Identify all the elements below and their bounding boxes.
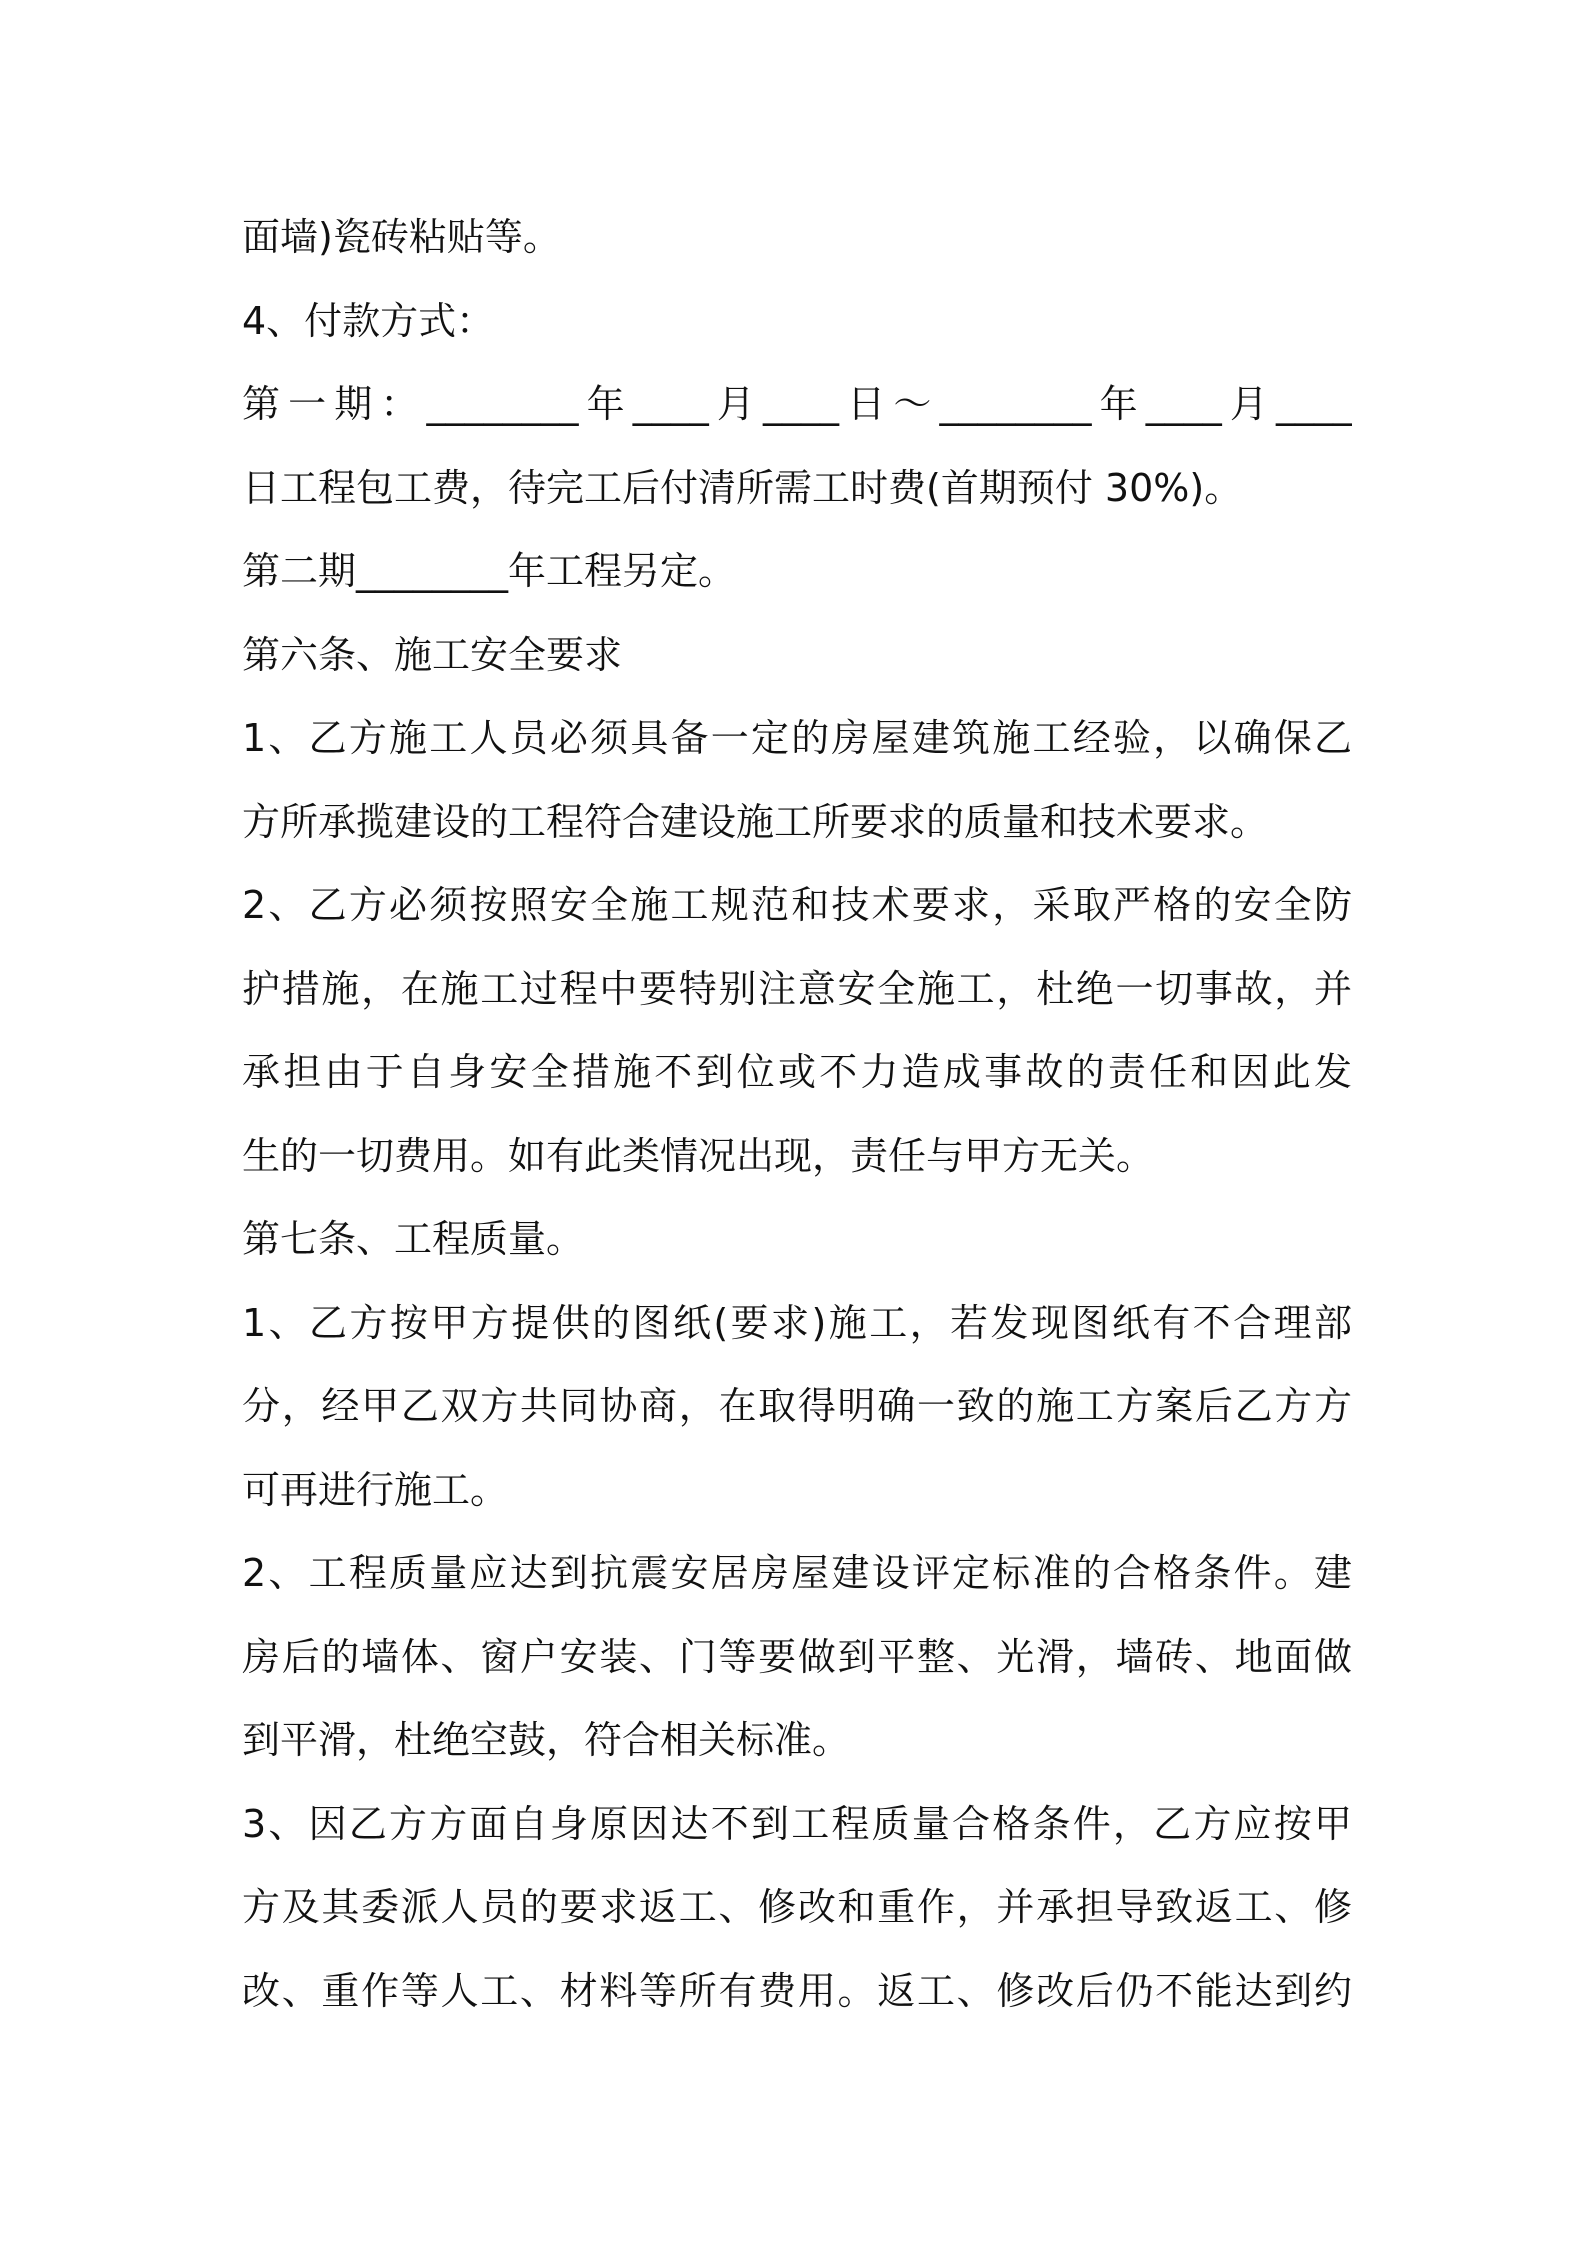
text-line: 房后的墙体、窗户安装、门等要做到平整、光滑，墙砖、地面做 [242, 1634, 1352, 1679]
section-heading: 第六条、施工安全要求 [242, 632, 623, 677]
section-heading: 第七条、工程质量。 [242, 1217, 585, 1261]
text-line: 改、重作等人工、材料等所有费用。返工、修改后仍不能达到约 [242, 1968, 1352, 2013]
text-line: 第二期________年工程另定。 [242, 549, 737, 593]
text-line: 2、工程质量应达到抗震安居房屋建设评定标准的合格条件。建 [242, 1551, 1352, 1595]
text-line: 方及其委派人员的要求返工、修改和重作，并承担导致返工、修 [242, 1885, 1352, 1929]
text-line: 承担由于自身安全措施不到位或不力造成事故的责任和因此发 [242, 1050, 1352, 1094]
text-line: 生的一切费用。如有此类情况出现，责任与甲方无关。 [242, 1133, 1155, 1178]
text-line: 护措施，在施工过程中要特别注意安全施工，杜绝一切事故，并 [242, 966, 1352, 1011]
text-line: 1、乙方按甲方提供的图纸(要求)施工，若发现图纸有不合理部 [242, 1300, 1352, 1345]
text-line: 到平滑，杜绝空鼓，符合相关标准。 [242, 1718, 851, 1762]
text-line: 日工程包工费，待完工后付清所需工时费(首期预付 30%)。 [242, 465, 1243, 510]
document-body [242, 196, 1352, 2033]
text-line: 面墙)瓷砖粘贴等。 [242, 215, 561, 259]
text-line: 1、乙方施工人员必须具备一定的房屋建筑施工经验，以确保乙 [242, 716, 1352, 760]
text-line: 4、付款方式： [242, 298, 495, 343]
text-line: 3、因乙方方面自身原因达不到工程质量合格条件，乙方应按甲 [242, 1801, 1352, 1846]
text-line: 分，经甲乙双方共同协商，在取得明确一致的施工方案后乙方方 [242, 1384, 1352, 1428]
text-line: 第一期：________年____月____日～________年____月____ [242, 382, 1352, 426]
text-line: 可再进行施工。 [242, 1467, 509, 1512]
text-line: 2、乙方必须按照安全施工规范和技术要求，采取严格的安全防 [242, 883, 1352, 927]
text-line: 方所承揽建设的工程符合建设施工所要求的质量和技术要求。 [242, 799, 1269, 844]
